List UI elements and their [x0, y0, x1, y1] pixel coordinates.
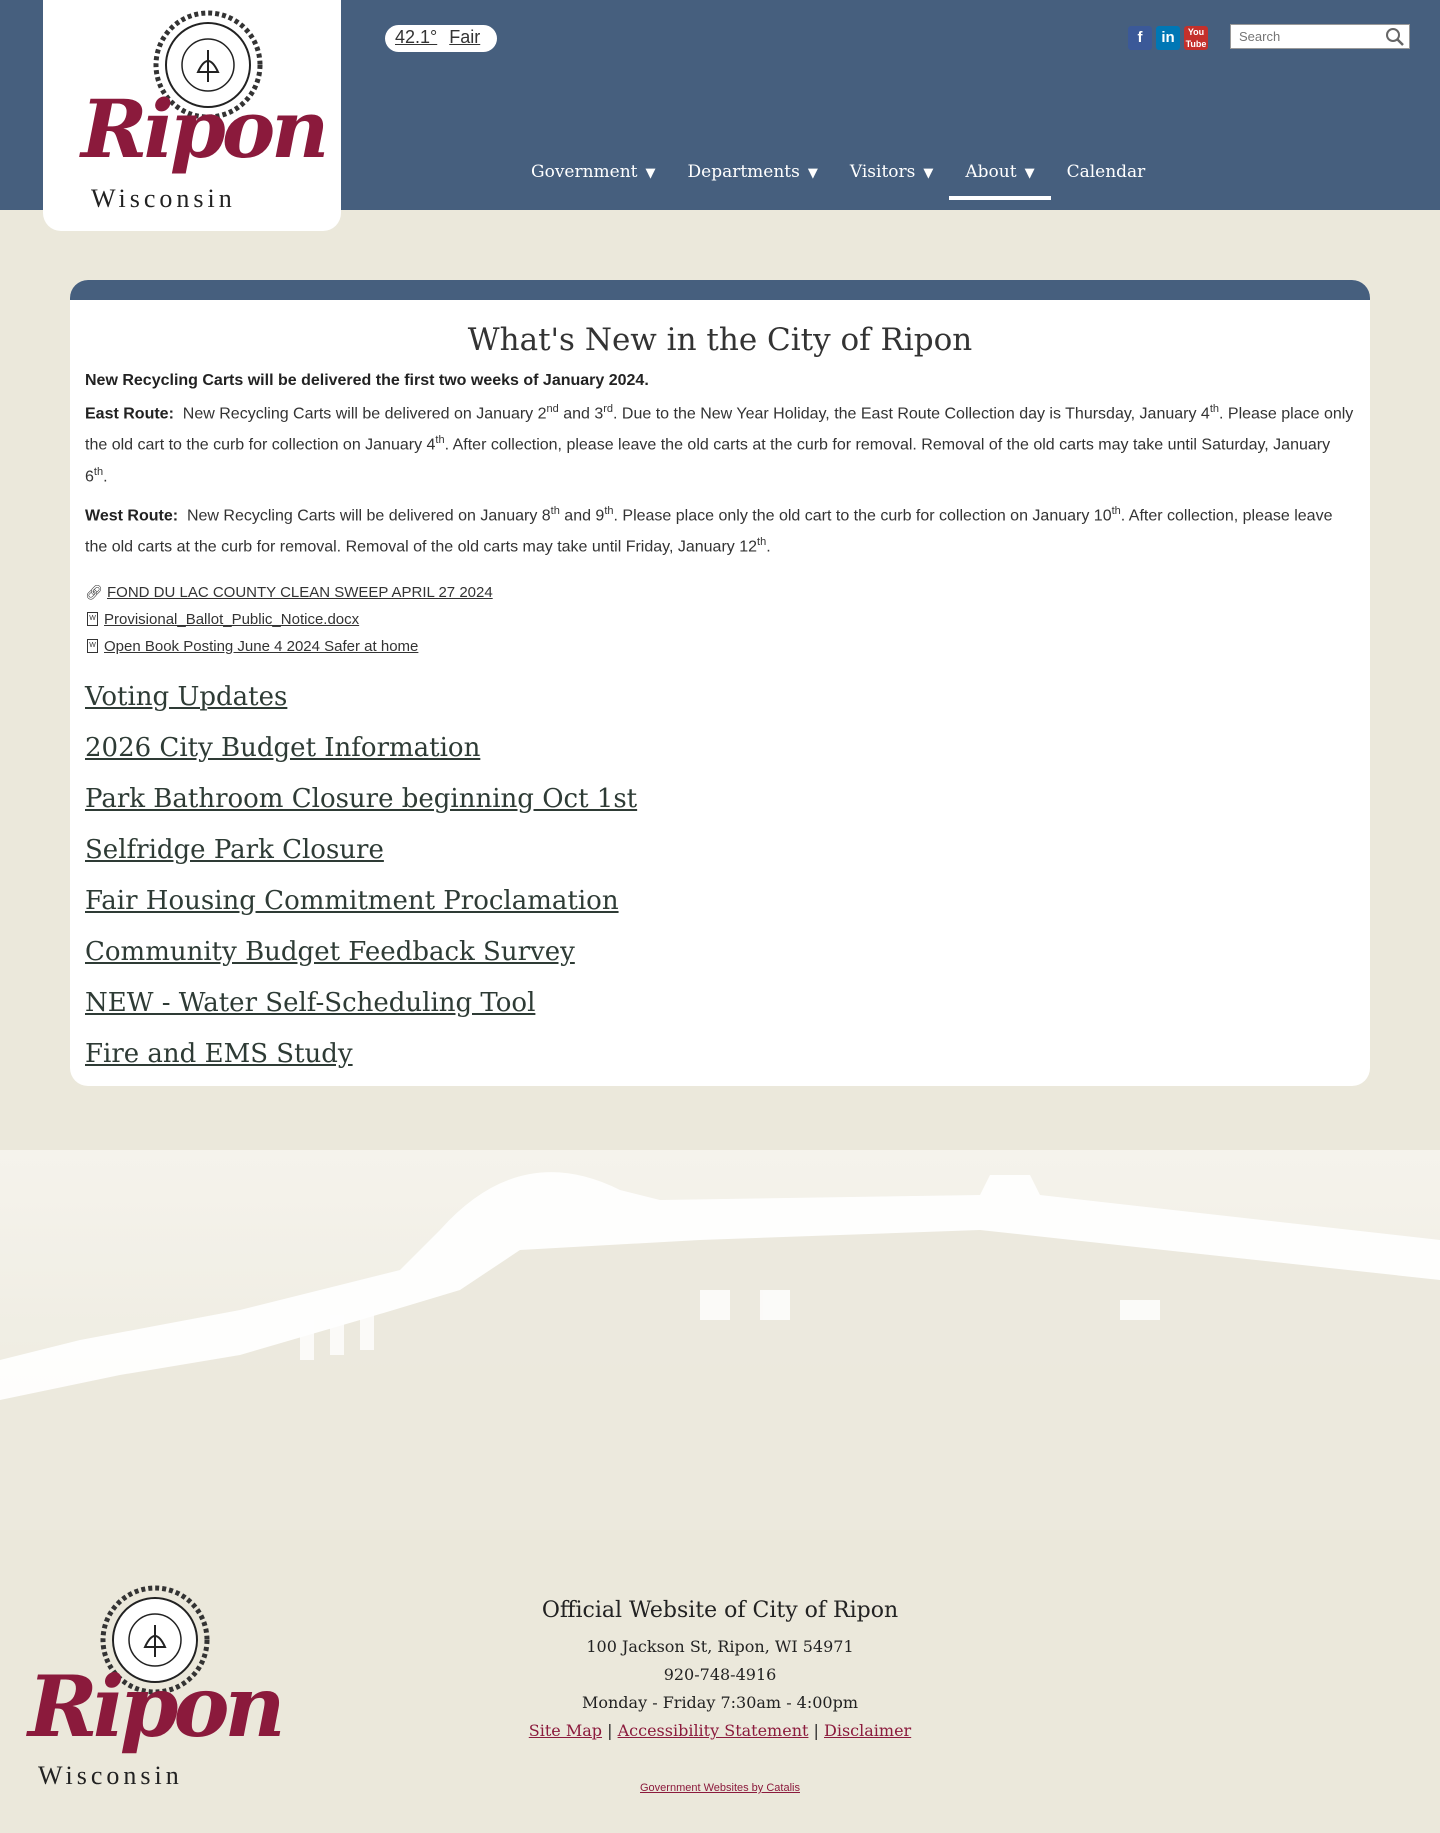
east-route-paragraph [85, 396, 1355, 490]
headline-link[interactable]: Voting Updates [85, 681, 288, 712]
search-box [1230, 24, 1410, 49]
text: and 3 [558, 405, 604, 423]
weather-widget[interactable] [385, 25, 497, 52]
footer-links [420, 1717, 1020, 1745]
text: . Due to the New Year Holiday, the East Route Collection day is Thursday, January 4 [613, 405, 1210, 423]
youtube-icon[interactable]: You Tube [1185, 27, 1207, 49]
word-document-icon: W [87, 612, 98, 626]
list-item [85, 579, 1355, 606]
headline-link[interactable]: Fire and EMS Study [85, 1038, 353, 1069]
list-item [85, 606, 1355, 633]
catalis-credit-link[interactable]: Government Websites by Catalis [640, 1782, 800, 1794]
sup: th [93, 465, 104, 478]
linkedin-icon[interactable]: in [1156, 26, 1180, 50]
weather-condition[interactable]: Fair [449, 27, 481, 47]
accessibility-statement-link[interactable]: Accessibility Statement [617, 1721, 809, 1740]
news-headlines [85, 672, 1355, 1080]
nav-label: Departments [687, 162, 800, 182]
text: . Please place only the old cart to the curb for collection on January 10 [613, 507, 1112, 525]
nav-visitors[interactable] [834, 152, 950, 200]
nav-about[interactable] [949, 152, 1050, 200]
headline-link[interactable]: 2026 City Budget Information [85, 732, 481, 763]
text: . After collection, please leave the old carts at the curb for removal. Removal of the old carts may take until Friday, January 12 [85, 507, 1333, 556]
link-icon: 🔗︎ [85, 583, 103, 600]
separator: | [607, 1721, 613, 1740]
footer-info [420, 1598, 1020, 1745]
sup: th [1209, 403, 1219, 415]
west-route-label: West Route: [85, 507, 179, 525]
headline-link[interactable]: Fair Housing Commitment Proclamation [85, 885, 619, 916]
text: . [766, 538, 771, 556]
headline-link[interactable]: Community Budget Feedback Survey [85, 936, 575, 967]
nav-label: Government [531, 162, 638, 182]
open-book-link[interactable]: Open Book Posting June 4 2024 Safer at home [104, 637, 419, 655]
vendor-credit [420, 1782, 1020, 1794]
chevron-down-icon: ▼ [1024, 166, 1035, 181]
headline-link[interactable]: Park Bathroom Closure beginning Oct 1st [85, 783, 638, 814]
provisional-ballot-link[interactable]: Provisional_Ballot_Public_Notice.docx [104, 610, 360, 628]
text: and 9 [559, 507, 605, 525]
footer-wordmark: Ripon [28, 1657, 281, 1756]
east-route-label: East Route: [85, 405, 174, 423]
text: New Recycling Carts will be delivered on January 2 [182, 405, 547, 423]
footer-logo[interactable] [28, 1585, 281, 1790]
social-links [1128, 26, 1208, 50]
card-header-bar [70, 280, 1370, 300]
logo-subtitle: Wisconsin [91, 184, 236, 213]
footer-logo-subtitle: Wisconsin [38, 1761, 183, 1790]
word-document-icon: W [87, 639, 98, 653]
nav-label: About [965, 162, 1017, 182]
nav-calendar[interactable] [1051, 152, 1162, 200]
news-content [70, 372, 1370, 1080]
search-icon[interactable] [1385, 27, 1405, 47]
logo-wordmark: Ripon [81, 82, 326, 176]
footer-phone: 920-748-4916 [663, 1665, 777, 1684]
site-logo[interactable] [43, 0, 341, 231]
nav-government[interactable] [515, 152, 672, 200]
text: . Please place only the old cart to the curb for collection on January 4 [85, 405, 1354, 454]
footer-hours: Monday - Friday 7:30am - 4:00pm [581, 1693, 859, 1712]
sup: rd [603, 403, 614, 415]
attachment-links [85, 579, 1355, 660]
main-nav [515, 152, 1161, 200]
nav-departments[interactable] [672, 152, 834, 200]
facebook-icon[interactable]: f [1128, 26, 1152, 50]
nav-label: Calendar [1066, 162, 1146, 182]
downtown-skyline-image [0, 1150, 1440, 1530]
whats-new-card [70, 280, 1370, 1086]
text: New Recycling Carts will be delivered on January 8 [186, 507, 551, 525]
disclaimer-link[interactable]: Disclaimer [824, 1721, 912, 1740]
footer-address: 100 Jackson St, Ripon, WI 54971 [586, 1637, 854, 1656]
sup: th [435, 434, 445, 447]
search-input[interactable] [1231, 25, 1381, 48]
sup: th [604, 504, 614, 517]
chevron-down-icon: ▼ [923, 166, 934, 181]
page-title: What's New in the City of Ripon [467, 322, 973, 358]
sup: th [1111, 504, 1121, 517]
chevron-down-icon: ▼ [807, 166, 818, 181]
text: . After collection, please leave the old carts at the curb for removal. Removal of the old carts may take until Saturday, January 6 [85, 436, 1331, 485]
list-item [85, 633, 1355, 660]
site-map-link[interactable]: Site Map [528, 1721, 603, 1740]
sup: th [757, 536, 767, 549]
nav-label: Visitors [849, 162, 916, 182]
sup: th [550, 504, 560, 517]
weather-temperature[interactable]: 42.1° [395, 27, 438, 47]
sup: nd [546, 403, 559, 415]
clean-sweep-link[interactable]: FOND DU LAC COUNTY CLEAN SWEEP APRIL 27 2024 [107, 583, 493, 601]
separator: | [813, 1721, 819, 1740]
text: . [103, 467, 108, 485]
west-route-paragraph [85, 498, 1355, 561]
headline-link[interactable]: Selfridge Park Closure [85, 834, 384, 865]
footer-title: Official Website of City of Ripon [541, 1598, 899, 1623]
recycling-lead: New Recycling Carts will be delivered the first two weeks of January 2024. [85, 372, 649, 389]
headline-link[interactable]: NEW - Water Self-Scheduling Tool [85, 987, 536, 1018]
chevron-down-icon: ▼ [645, 166, 656, 181]
